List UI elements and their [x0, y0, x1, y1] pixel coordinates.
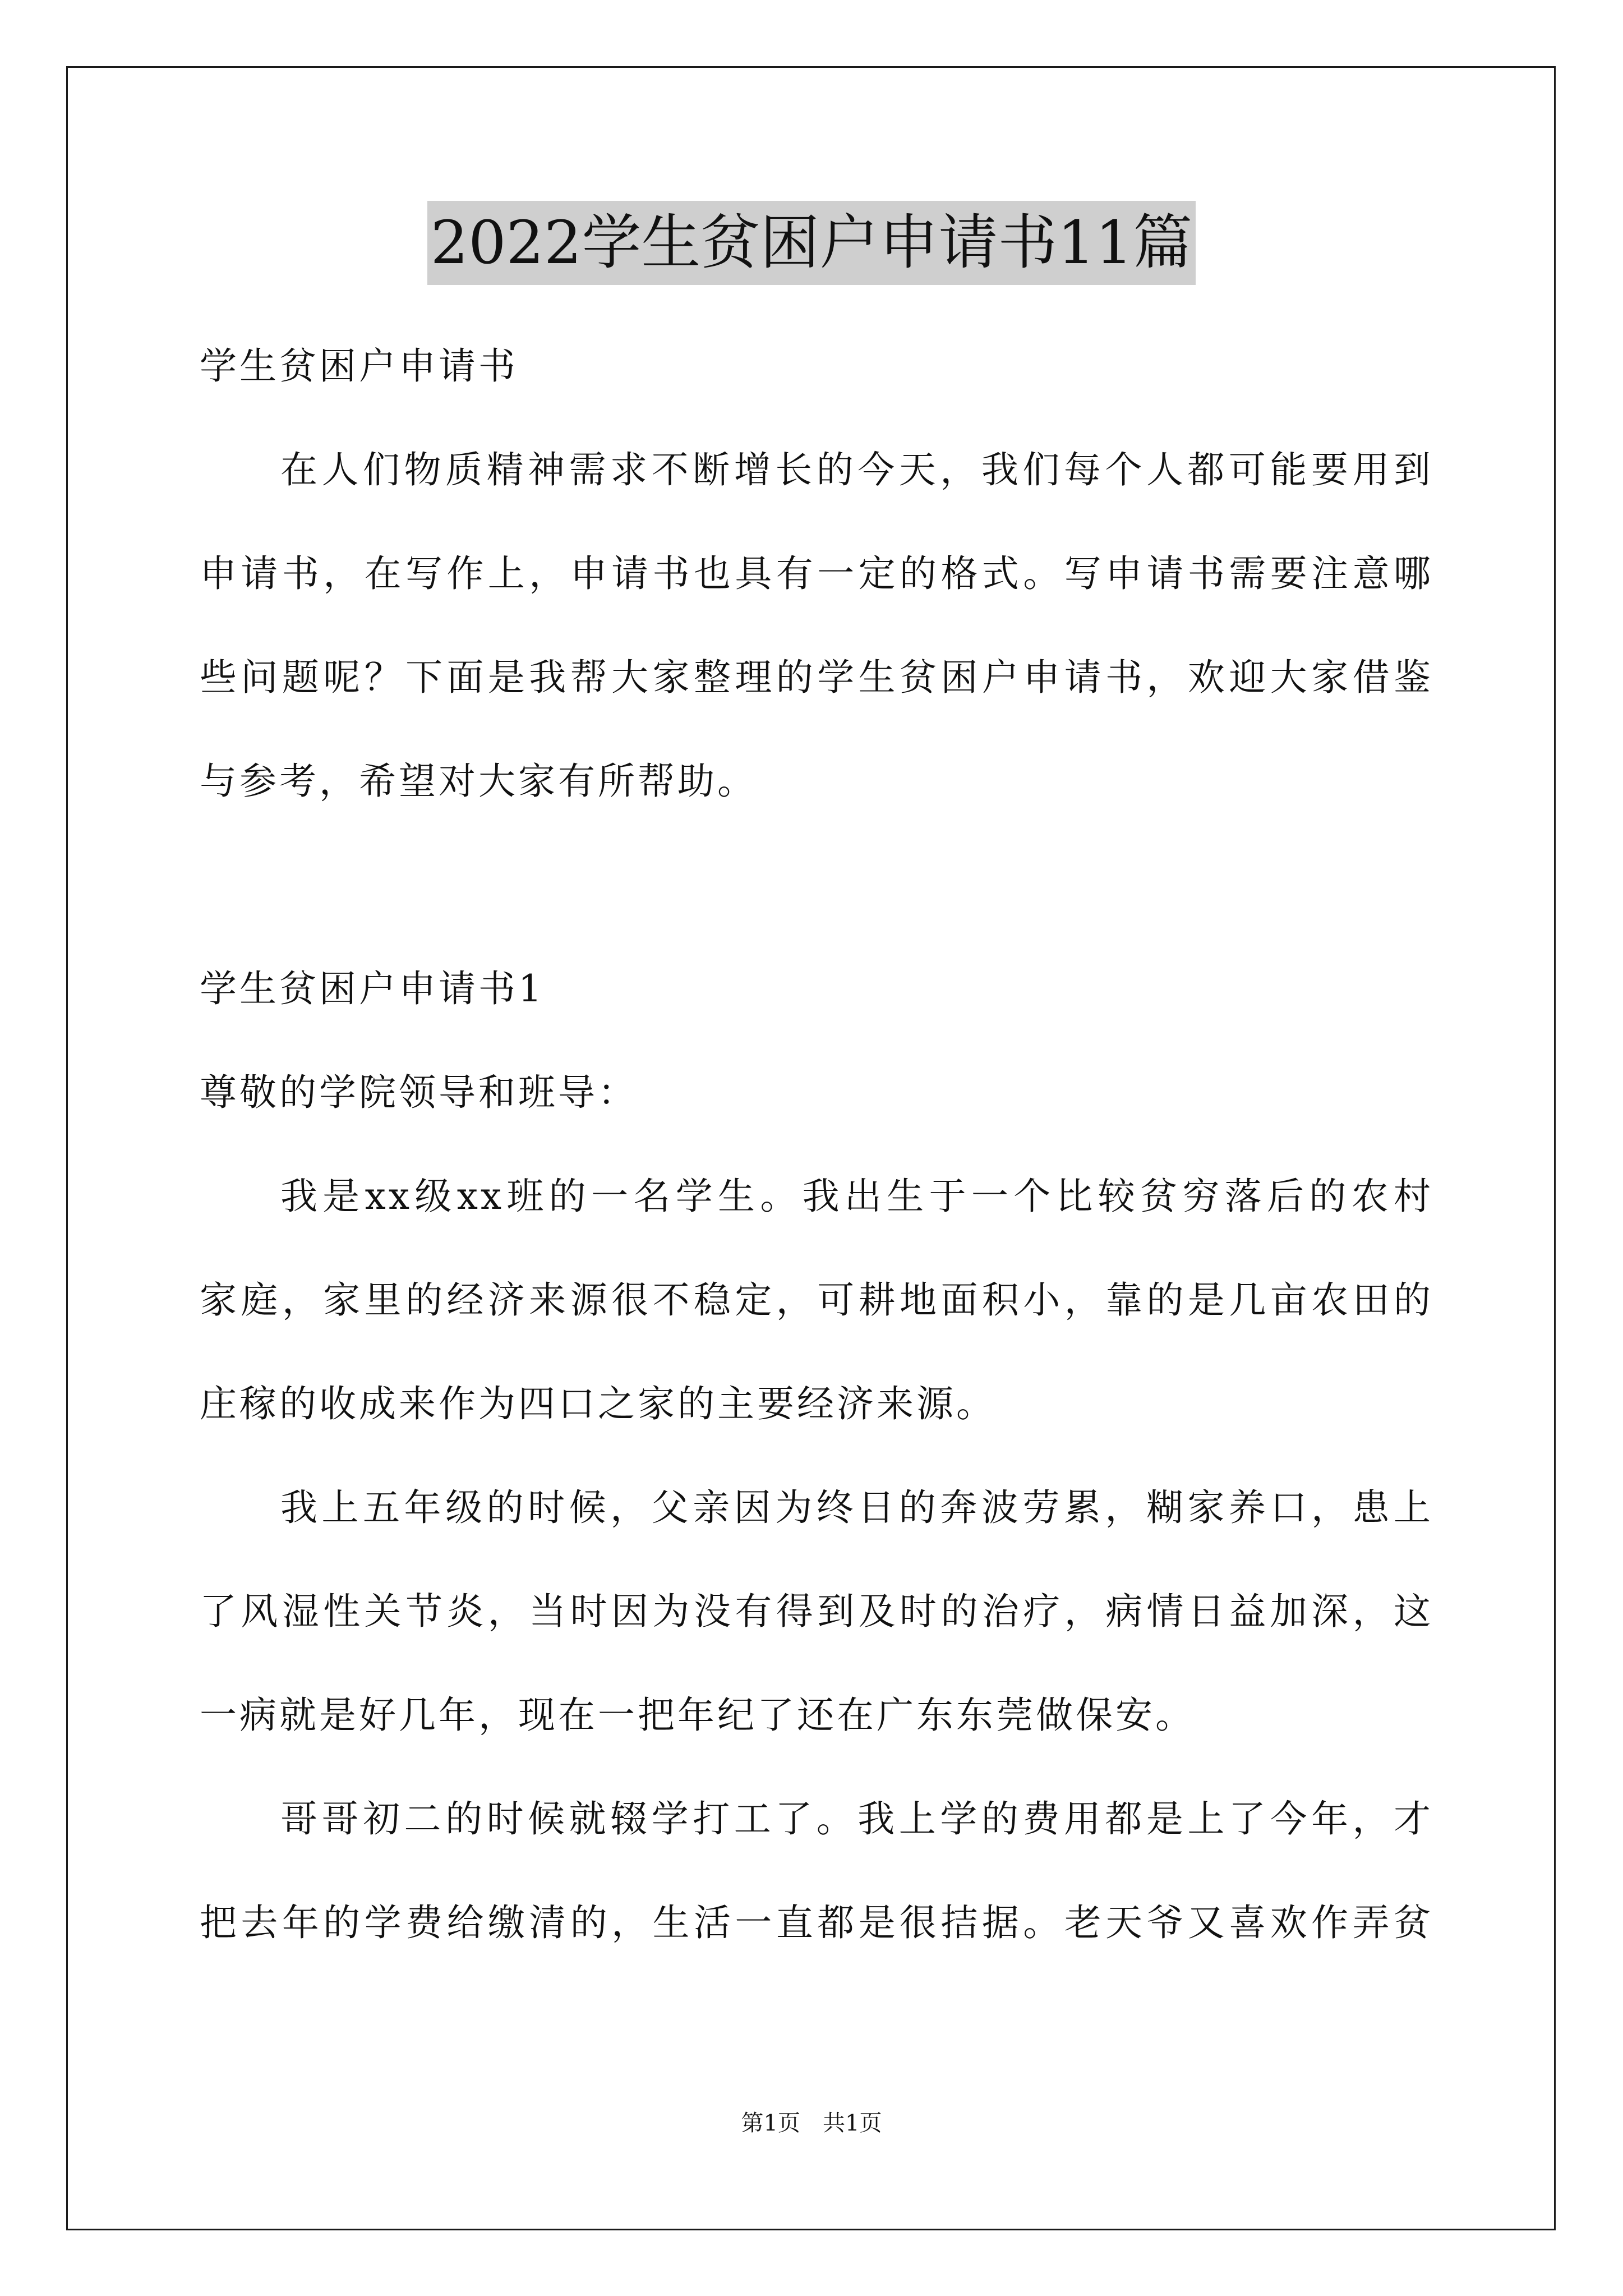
paragraph-line: 在人们物质精神需求不断增长的今天，我们每个人都可能要用到 [280, 448, 1433, 491]
paragraph-line: 我上五年级的时候，父亲因为终日的奔波劳累，糊家养口，患上 [280, 1486, 1433, 1529]
salutation: 尊敬的学院领导和班导： [200, 1071, 638, 1114]
paragraph-line: 我是xx级xx班的一名学生。我出生于一个比较贫穷落后的农村 [280, 1175, 1433, 1218]
paragraph-line: 申请书，在写作上，申请书也具有一定的格式。写申请书需要注意哪 [200, 552, 1433, 595]
document-body [200, 314, 1433, 1975]
paragraph-spacer [200, 833, 1433, 937]
document-title: 2022学生贫困户申请书11篇 [427, 201, 1196, 285]
paragraph-line: 把去年的学费给缴清的，生活一直都是很拮据。老天爷又喜欢作弄贫 [200, 1901, 1433, 1944]
paragraph-line: 与参考，希望对大家有所帮助。 [200, 760, 757, 803]
paragraph-line: 一病就是好几年，现在一把年纪了还在广东东莞做保安。 [200, 1694, 1195, 1737]
paragraph-line: 了风湿性关节炎，当时因为没有得到及时的治疗，病情日益加深，这 [200, 1590, 1433, 1633]
page-number: 第1页 共1页 [741, 2110, 882, 2136]
page-footer [0, 2106, 1623, 2140]
paragraph-line: 庄稼的收成来作为四口之家的主要经济来源。 [200, 1382, 996, 1425]
paragraph-line: 哥哥初二的时候就辍学打工了。我上学的费用都是上了今年，才 [280, 1797, 1433, 1841]
section-heading: 学生贫困户申请书 [200, 344, 518, 388]
document-title-wrapper [0, 201, 1623, 285]
paragraph-line: 些问题呢？下面是我帮大家整理的学生贫困户申请书，欢迎大家借鉴 [200, 656, 1433, 699]
paragraph-line: 家庭，家里的经济来源很不稳定，可耕地面积小，靠的是几亩农田的 [200, 1278, 1433, 1322]
section-heading: 学生贫困户申请书1 [200, 967, 545, 1010]
